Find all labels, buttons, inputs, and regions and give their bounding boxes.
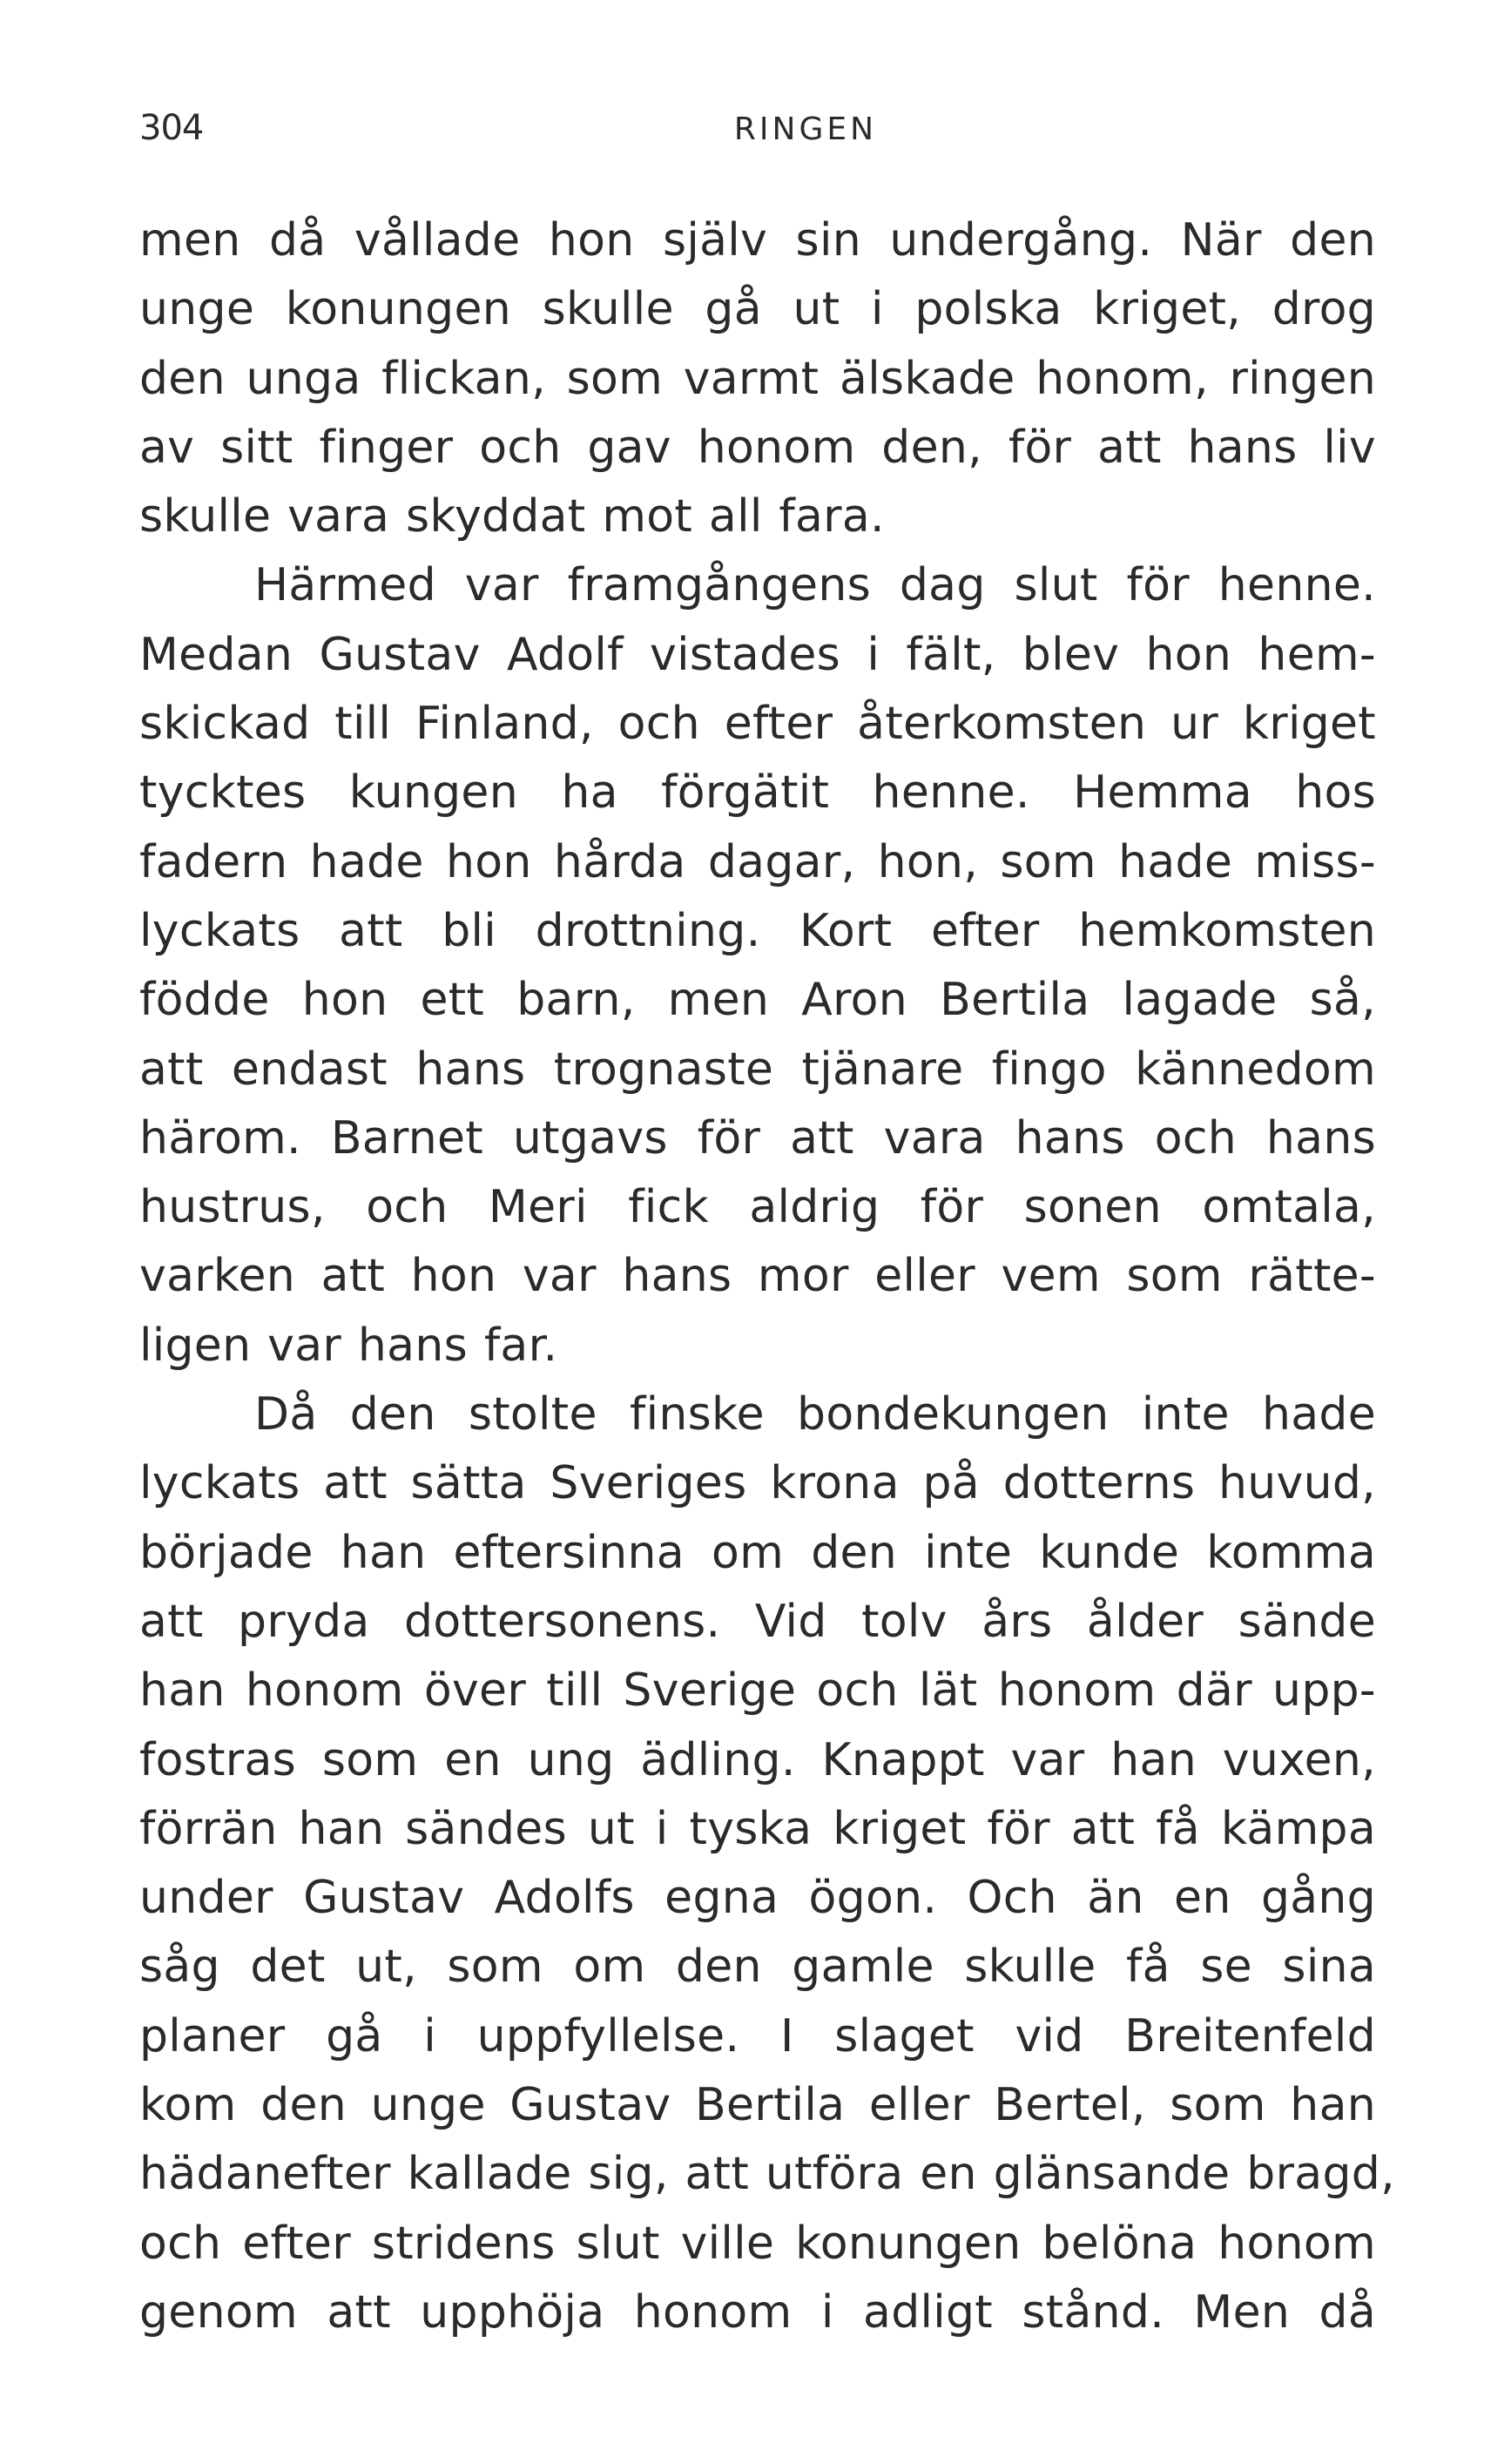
text-line: ligen var hans far.	[139, 1319, 558, 1372]
text-line: Medan Gustav Adolf vistades i fält, blev hon hem-	[139, 628, 1376, 681]
text-line: och efter stridens slut ville konungen belöna honom	[139, 2217, 1376, 2270]
text-line: skulle vara skyddat mot all fara.	[139, 490, 885, 543]
text-line: genom att upphöja honom i adligt stånd. Men då	[139, 2285, 1376, 2339]
text-line: förrän han sändes ut i tyska kriget för att få kämpa	[139, 1802, 1376, 1855]
text-line: härom. Barnet utgavs för att vara hans och hans	[139, 1111, 1376, 1164]
text-line: lyckats att sätta Sveriges krona på dotterns huvud,	[139, 1457, 1376, 1510]
text-line: fadern hade hon hårda dagar, hon, som hade miss-	[139, 835, 1376, 888]
text-line: att endast hans trognaste tjänare fingo kännedom	[139, 1043, 1376, 1096]
text-line: att pryda dottersonens. Vid tolv års ålder sände	[139, 1595, 1376, 1648]
page-number: 304	[139, 108, 204, 148]
text-line: lyckats att bli drottning. Kort efter hemkomsten	[139, 904, 1376, 957]
text-line: av sitt finger och gav honom den, för att hans liv	[139, 421, 1376, 474]
text-line: varken att hon var hans mor eller vem som rätte-	[139, 1250, 1376, 1303]
running-head	[139, 108, 1376, 164]
text-line: under Gustav Adolfs egna ögon. Och än en gång	[139, 1872, 1376, 1925]
text-line: den unga flickan, som varmt älskade honom, ringen	[139, 352, 1376, 405]
text-line: hädanefter kallade sig, att utföra en glänsande bragd,	[139, 2148, 1395, 2201]
text-line: unge konungen skulle gå ut i polska kriget, drog	[139, 283, 1376, 336]
text-line: han honom över till Sverige och lät honom där upp-	[139, 1664, 1376, 1718]
text-line: Härmed var framgångens dag slut för henne.	[254, 559, 1376, 612]
running-title: RINGEN	[733, 111, 878, 147]
text-line: hustrus, och Meri fick aldrig för sonen omtala,	[139, 1181, 1376, 1234]
text-line: såg det ut, som om den gamle skulle få se sina	[139, 1941, 1376, 1994]
text-line: kom den unge Gustav Bertila eller Bertel, som han	[139, 2079, 1376, 2132]
body-text	[139, 206, 1395, 2347]
text-line: skickad till Finland, och efter återkomsten ur kriget	[139, 698, 1376, 751]
text-line: tycktes kungen ha förgätit henne. Hemma hos	[139, 766, 1376, 820]
text-line: fostras som en ung ädling. Knappt var han vuxen,	[139, 1733, 1376, 1786]
text-line: planer gå i uppfyllelse. I slaget vid Breitenfeld	[139, 2009, 1376, 2062]
text-line: började han eftersinna om den inte kunde komma	[139, 1526, 1376, 1579]
text-line: Då den stolte finske bondekungen inte hade	[254, 1388, 1376, 1441]
text-line: men då vållade hon själv sin undergång. När den	[139, 214, 1376, 267]
text-line: födde hon ett barn, men Aron Bertila lagade så,	[139, 974, 1376, 1027]
